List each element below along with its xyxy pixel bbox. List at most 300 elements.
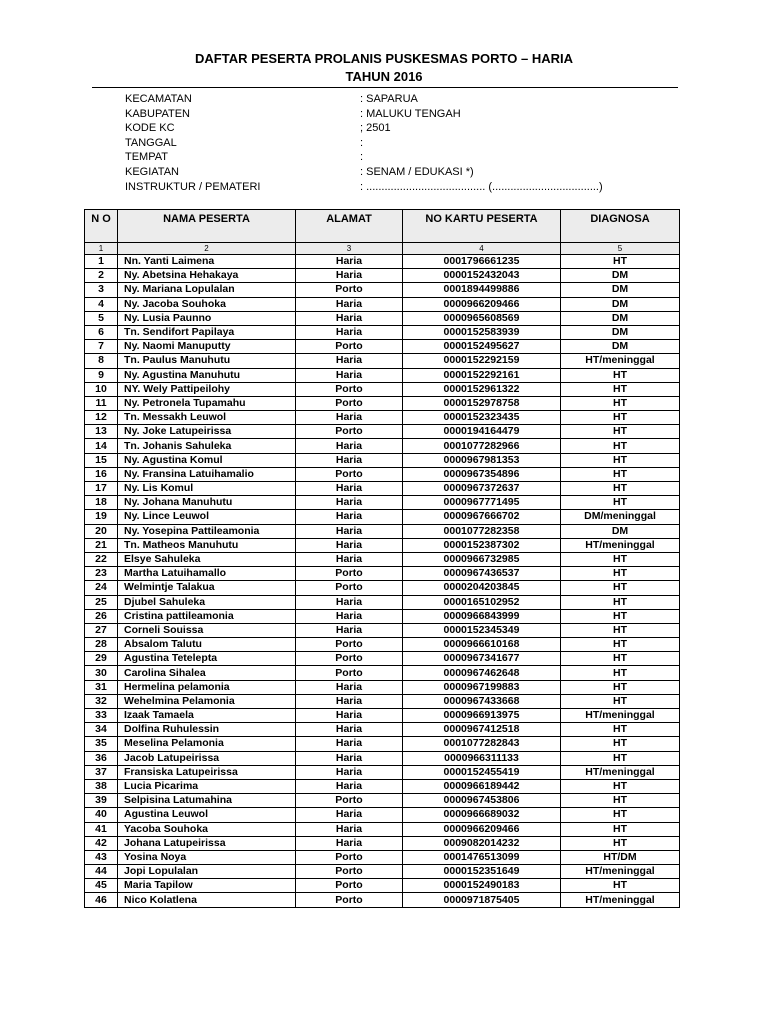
participant-address: Porto [296, 794, 403, 808]
participant-address: Porto [296, 865, 403, 879]
participant-address: Haria [296, 808, 403, 822]
card-number: 0000967462648 [403, 666, 561, 680]
diagnosis: HT [561, 779, 680, 793]
row-number: 5 [85, 311, 118, 325]
table-row [85, 538, 680, 552]
table-row [85, 694, 680, 708]
row-number: 6 [85, 325, 118, 339]
card-number: 0000967412518 [403, 723, 561, 737]
table-row [85, 836, 680, 850]
card-number: 0000152345349 [403, 623, 561, 637]
row-number: 15 [85, 453, 118, 467]
participant-address: Haria [296, 325, 403, 339]
participant-address: Porto [296, 638, 403, 652]
info-label: KABUPATEN [125, 107, 190, 120]
row-number: 17 [85, 482, 118, 496]
table-row [85, 467, 680, 481]
table-row [85, 255, 680, 269]
diagnosis: HT/meninggal [561, 865, 680, 879]
table-row [85, 425, 680, 439]
participant-name: Dolfina Ruhulessin [118, 723, 296, 737]
table-row [85, 652, 680, 666]
diagnosis: HT [561, 425, 680, 439]
participant-address: Haria [296, 822, 403, 836]
info-row-tanggal [125, 136, 685, 151]
row-number: 1 [85, 255, 118, 269]
participant-address: Haria [296, 623, 403, 637]
row-number: 43 [85, 850, 118, 864]
row-number: 25 [85, 595, 118, 609]
diagnosis: DM [561, 283, 680, 297]
row-number: 31 [85, 680, 118, 694]
participant-name: Elsye Sahuleka [118, 552, 296, 566]
table-row [85, 865, 680, 879]
card-number: 0000966843999 [403, 609, 561, 623]
table-body [85, 255, 680, 908]
table-row [85, 595, 680, 609]
participant-address: Haria [296, 723, 403, 737]
table-row [85, 765, 680, 779]
diagnosis: HT [561, 467, 680, 481]
card-number: 0000967433668 [403, 694, 561, 708]
participant-address: Haria [296, 836, 403, 850]
participant-address: Haria [296, 694, 403, 708]
diagnosis: HT [561, 751, 680, 765]
row-number: 23 [85, 567, 118, 581]
card-number: 0000152583939 [403, 325, 561, 339]
header-alamat: ALAMAT [296, 210, 403, 243]
column-number-row [85, 243, 680, 255]
participant-address: Porto [296, 425, 403, 439]
card-number: 0000967199883 [403, 680, 561, 694]
row-number: 44 [85, 865, 118, 879]
participant-address: Porto [296, 567, 403, 581]
participant-address: Haria [296, 311, 403, 325]
table-row [85, 709, 680, 723]
row-number: 8 [85, 354, 118, 368]
column-number: 3 [296, 243, 403, 255]
table-row [85, 368, 680, 382]
card-number: 0000966689032 [403, 808, 561, 822]
info-value: : ....................................... (...................................) [360, 180, 603, 193]
info-value: : SENAM / EDUKASI *) [360, 165, 474, 178]
row-number: 9 [85, 368, 118, 382]
card-number: 0000152292159 [403, 354, 561, 368]
diagnosis: HT/meninggal [561, 538, 680, 552]
card-number: 0000966732985 [403, 552, 561, 566]
info-row-kecamatan [125, 92, 685, 107]
diagnosis: HT [561, 382, 680, 396]
table-row [85, 453, 680, 467]
row-number: 18 [85, 496, 118, 510]
table-row [85, 340, 680, 354]
participant-name: Tn. Messakh Leuwol [118, 411, 296, 425]
card-number: 0000967436537 [403, 567, 561, 581]
diagnosis: HT [561, 623, 680, 637]
row-number: 7 [85, 340, 118, 354]
table-row [85, 567, 680, 581]
participant-name: Ny. Yosepina Pattileamonia [118, 524, 296, 538]
participant-address: Haria [296, 453, 403, 467]
participant-name: Yacoba Souhoka [118, 822, 296, 836]
row-number: 27 [85, 623, 118, 637]
table-row [85, 354, 680, 368]
card-number: 0001077282843 [403, 737, 561, 751]
participant-address: Porto [296, 879, 403, 893]
participant-name: Ny. Fransina Latuihamalio [118, 467, 296, 481]
participant-name: Johana Latupeirissa [118, 836, 296, 850]
row-number: 19 [85, 510, 118, 524]
participant-name: Jopi Lopulalan [118, 865, 296, 879]
diagnosis: HT [561, 581, 680, 595]
participant-name: Absalom Talutu [118, 638, 296, 652]
table-row [85, 325, 680, 339]
diagnosis: HT [561, 680, 680, 694]
participant-address: Haria [296, 709, 403, 723]
diagnosis: HT [561, 723, 680, 737]
diagnosis: DM [561, 297, 680, 311]
column-number: 4 [403, 243, 561, 255]
participant-name: Meselina Pelamonia [118, 737, 296, 751]
participant-address: Haria [296, 524, 403, 538]
row-number: 11 [85, 396, 118, 410]
card-number: 0000967666702 [403, 510, 561, 524]
diagnosis: HT [561, 609, 680, 623]
participant-address: Porto [296, 283, 403, 297]
table-row [85, 297, 680, 311]
diagnosis: DM [561, 340, 680, 354]
table-header-row [85, 210, 680, 243]
card-number: 0000966189442 [403, 779, 561, 793]
participant-name: Lucia Picarima [118, 779, 296, 793]
participant-name: Ny. Joke Latupeirissa [118, 425, 296, 439]
card-number: 0000152495627 [403, 340, 561, 354]
participant-address: Porto [296, 893, 403, 907]
diagnosis: HT [561, 652, 680, 666]
participant-address: Haria [296, 255, 403, 269]
card-number: 0000152961322 [403, 382, 561, 396]
info-row-kode-kc [125, 121, 685, 136]
participant-address: Haria [296, 510, 403, 524]
table-row [85, 680, 680, 694]
participant-name: Ny. Petronela Tupamahu [118, 396, 296, 410]
row-number: 46 [85, 893, 118, 907]
card-number: 0000152292161 [403, 368, 561, 382]
participant-name: Ny. Lis Komul [118, 482, 296, 496]
participant-name: Yosina Noya [118, 850, 296, 864]
participant-name: NY. Wely Pattipeilohy [118, 382, 296, 396]
card-number: 0000152387302 [403, 538, 561, 552]
participant-address: Porto [296, 850, 403, 864]
diagnosis: DM/meninggal [561, 510, 680, 524]
participant-address: Porto [296, 666, 403, 680]
header-nama: NAMA PESERTA [118, 210, 296, 243]
card-number: 0000966913975 [403, 709, 561, 723]
participant-name: Selpisina Latumahina [118, 794, 296, 808]
info-label: KECAMATAN [125, 93, 192, 105]
participant-name: Djubel Sahuleka [118, 595, 296, 609]
row-number: 29 [85, 652, 118, 666]
diagnosis: HT [561, 482, 680, 496]
table-row [85, 581, 680, 595]
column-number: 1 [85, 243, 118, 255]
row-number: 20 [85, 524, 118, 538]
diagnosis: HT [561, 595, 680, 609]
participant-name: Agustina Tetelepta [118, 652, 296, 666]
card-number: 0000967354896 [403, 467, 561, 481]
card-number: 0001077282358 [403, 524, 561, 538]
info-value: ; 2501 [360, 122, 391, 135]
participant-address: Porto [296, 467, 403, 481]
table-row [85, 482, 680, 496]
diagnosis: HT [561, 439, 680, 453]
participant-address: Haria [296, 779, 403, 793]
row-number: 32 [85, 694, 118, 708]
card-number: 0000966610168 [403, 638, 561, 652]
participant-name: Ny. Mariana Lopulalan [118, 283, 296, 297]
participant-name: Ny. Lusia Paunno [118, 311, 296, 325]
info-row-instruktur [125, 180, 685, 195]
participant-address: Haria [296, 354, 403, 368]
participant-name: Welmintje Talakua [118, 581, 296, 595]
participant-name: Tn. Johanis Sahuleka [118, 439, 296, 453]
row-number: 21 [85, 538, 118, 552]
participant-name: Ny. Johana Manuhutu [118, 496, 296, 510]
row-number: 35 [85, 737, 118, 751]
card-number: 0000152455419 [403, 765, 561, 779]
participant-address: Porto [296, 652, 403, 666]
participant-table [84, 209, 680, 908]
diagnosis: HT [561, 255, 680, 269]
diagnosis: HT/meninggal [561, 893, 680, 907]
participant-address: Haria [296, 538, 403, 552]
header-no: N O [85, 210, 118, 243]
participant-address: Porto [296, 396, 403, 410]
diagnosis: HT [561, 808, 680, 822]
participant-name: Izaak Tamaela [118, 709, 296, 723]
table-row [85, 623, 680, 637]
participant-address: Haria [296, 595, 403, 609]
card-number: 0000152490183 [403, 879, 561, 893]
participant-address: Porto [296, 382, 403, 396]
participant-name: Tn. Paulus Manuhutu [118, 354, 296, 368]
diagnosis: HT [561, 567, 680, 581]
diagnosis: HT/meninggal [561, 765, 680, 779]
table-row [85, 609, 680, 623]
row-number: 45 [85, 879, 118, 893]
info-value: : [360, 151, 364, 164]
diagnosis: DM [561, 269, 680, 283]
card-number: 0001476513099 [403, 850, 561, 864]
participant-name: Corneli Souissa [118, 623, 296, 637]
info-label: INSTRUKTUR / PEMATERI [125, 180, 261, 193]
participant-address: Porto [296, 340, 403, 354]
diagnosis: HT [561, 879, 680, 893]
diagnosis: HT/DM [561, 850, 680, 864]
participant-address: Porto [296, 581, 403, 595]
card-number: 0001077282966 [403, 439, 561, 453]
participant-name: Tn. Sendifort Papilaya [118, 325, 296, 339]
row-number: 26 [85, 609, 118, 623]
row-number: 22 [85, 552, 118, 566]
table-row [85, 723, 680, 737]
row-number: 28 [85, 638, 118, 652]
table-row [85, 779, 680, 793]
participant-name: Fransiska Latupeirissa [118, 765, 296, 779]
table-row [85, 411, 680, 425]
card-number: 0000204203845 [403, 581, 561, 595]
row-number: 12 [85, 411, 118, 425]
info-label: KODE KC [125, 122, 175, 135]
document-title: DAFTAR PESERTA PROLANIS PUSKESMAS PORTO – HARIA [195, 51, 573, 66]
document-year: TAHUN 2016 [345, 69, 423, 84]
card-number: 0000152351649 [403, 865, 561, 879]
table-row [85, 510, 680, 524]
card-number: 0009082014232 [403, 836, 561, 850]
diagnosis: HT [561, 737, 680, 751]
header-kartu: NO KARTU PESERTA [403, 210, 561, 243]
info-value: : [360, 136, 364, 149]
row-number: 40 [85, 808, 118, 822]
card-number: 0001894499886 [403, 283, 561, 297]
table-row [85, 552, 680, 566]
participant-name: Nn. Yanti Laimena [118, 255, 296, 269]
participant-name: Ny. Naomi Manuputty [118, 340, 296, 354]
participant-name: Agustina Leuwol [118, 808, 296, 822]
participant-name: Ny. Abetsina Hehakaya [118, 269, 296, 283]
participant-name: Jacob Latupeirissa [118, 751, 296, 765]
row-number: 4 [85, 297, 118, 311]
diagnosis: HT/meninggal [561, 709, 680, 723]
card-number: 0000194164479 [403, 425, 561, 439]
diagnosis: DM [561, 524, 680, 538]
participant-address: Haria [296, 737, 403, 751]
participant-name: Ny. Lince Leuwol [118, 510, 296, 524]
diagnosis: HT [561, 638, 680, 652]
diagnosis: DM [561, 325, 680, 339]
participant-name: Nico Kolatlena [118, 893, 296, 907]
diagnosis: HT [561, 453, 680, 467]
table-row [85, 496, 680, 510]
diagnosis: HT [561, 694, 680, 708]
card-number: 0000967341677 [403, 652, 561, 666]
diagnosis: HT [561, 666, 680, 680]
participant-name: Tn. Matheos Manuhutu [118, 538, 296, 552]
participant-address: Haria [296, 680, 403, 694]
card-number: 0000152978758 [403, 396, 561, 410]
info-value: : SAPARUA [360, 93, 418, 105]
table-row [85, 794, 680, 808]
diagnosis: HT [561, 552, 680, 566]
row-number: 3 [85, 283, 118, 297]
diagnosis: HT [561, 836, 680, 850]
participant-address: Haria [296, 411, 403, 425]
table-row [85, 311, 680, 325]
diagnosis: HT/meninggal [561, 354, 680, 368]
table-row [85, 524, 680, 538]
row-number: 33 [85, 709, 118, 723]
table-row [85, 283, 680, 297]
table-row [85, 893, 680, 907]
row-number: 10 [85, 382, 118, 396]
row-number: 42 [85, 836, 118, 850]
row-number: 24 [85, 581, 118, 595]
table-row [85, 666, 680, 680]
card-number: 0000965608569 [403, 311, 561, 325]
diagnosis: HT [561, 368, 680, 382]
card-number: 0000967981353 [403, 453, 561, 467]
table-row [85, 382, 680, 396]
row-number: 14 [85, 439, 118, 453]
diagnosis: HT [561, 496, 680, 510]
table-row [85, 396, 680, 410]
table-row [85, 879, 680, 893]
info-value: : MALUKU TENGAH [360, 107, 461, 120]
row-number: 34 [85, 723, 118, 737]
participant-address: Haria [296, 609, 403, 623]
participant-address: Haria [296, 368, 403, 382]
participant-address: Haria [296, 482, 403, 496]
title-divider [92, 87, 678, 88]
participant-address: Haria [296, 439, 403, 453]
participant-name: Wehelmina Pelamonia [118, 694, 296, 708]
table-row [85, 850, 680, 864]
table-row [85, 751, 680, 765]
card-number: 0000966209466 [403, 822, 561, 836]
participant-name: Martha Latuihamallo [118, 567, 296, 581]
card-number: 0001796661235 [403, 255, 561, 269]
participant-name: Maria Tapilow [118, 879, 296, 893]
card-number: 0000152323435 [403, 411, 561, 425]
table-row [85, 737, 680, 751]
participant-address: Haria [296, 765, 403, 779]
info-block [125, 92, 685, 194]
info-label: TANGGAL [125, 136, 177, 149]
participant-address: Haria [296, 552, 403, 566]
diagnosis: HT [561, 396, 680, 410]
table-row [85, 269, 680, 283]
card-number: 0000967453806 [403, 794, 561, 808]
row-number: 13 [85, 425, 118, 439]
row-number: 36 [85, 751, 118, 765]
table-row [85, 808, 680, 822]
participant-address: Haria [296, 751, 403, 765]
participant-address: Haria [296, 297, 403, 311]
row-number: 37 [85, 765, 118, 779]
participant-address: Haria [296, 496, 403, 510]
table-row [85, 439, 680, 453]
table-row [85, 638, 680, 652]
card-number: 0000967372637 [403, 482, 561, 496]
participant-name: Ny. Jacoba Souhoka [118, 297, 296, 311]
header-diagnosa: DIAGNOSA [561, 210, 680, 243]
card-number: 0000165102952 [403, 595, 561, 609]
participant-name: Carolina Sihalea [118, 666, 296, 680]
card-number: 0000971875405 [403, 893, 561, 907]
info-row-tempat [125, 150, 685, 165]
participant-name: Ny. Agustina Komul [118, 453, 296, 467]
participant-name: Cristina pattileamonia [118, 609, 296, 623]
card-number: 0000966311133 [403, 751, 561, 765]
diagnosis: DM [561, 311, 680, 325]
table-row [85, 822, 680, 836]
info-label: TEMPAT [125, 151, 168, 164]
diagnosis: HT [561, 822, 680, 836]
info-row-kabupaten [125, 107, 685, 122]
column-number: 5 [561, 243, 680, 255]
row-number: 41 [85, 822, 118, 836]
diagnosis: HT [561, 411, 680, 425]
